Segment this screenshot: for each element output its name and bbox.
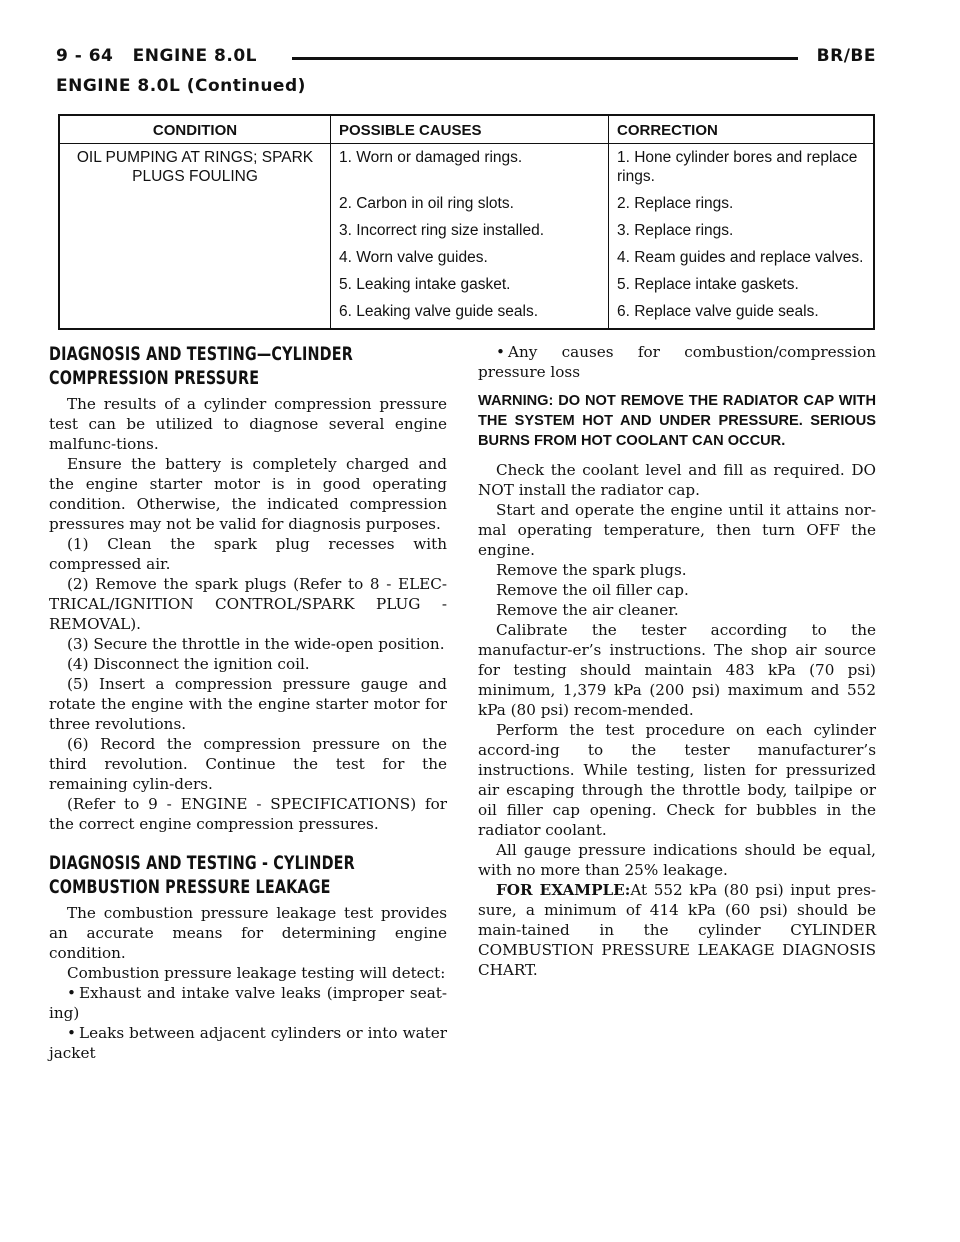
diagnosis-table	[58, 114, 875, 330]
step: (1) Clean the spark plug recesses with compressed air.	[49, 535, 447, 573]
table-row	[59, 144, 874, 191]
paragraph: Ensure the battery is completely charged and the engine starter motor is in good operating condition. Otherwise, the indicated compression pressures may not be valid for diagnosis purposes.	[49, 455, 447, 533]
page-number: 9 - 64	[56, 46, 114, 66]
cause-cell: 2. Carbon in oil ring slots.	[331, 190, 609, 217]
correction-cell: 5. Replace intake gaskets.	[617, 276, 799, 293]
warning-note: WARNING: DO NOT REMOVE THE RADIATOR CAP WITH THE SYSTEM HOT AND UNDER PRESSURE. SERIOUS BURNS FROM HOT COOLANT CAN OCCUR.	[478, 393, 876, 449]
heading-line: COMPRESSION PRESSURE	[49, 367, 260, 389]
left-column	[49, 342, 447, 1063]
continued-title: ENGINE 8.0L (Continued)	[56, 76, 306, 96]
paragraph: All gauge pressure indications should be equal, with no more than 25% leakage.	[478, 841, 876, 879]
model-code: BR/BE	[816, 46, 876, 66]
paragraph: Start and operate the engine until it attains nor-mal operating temperature, then turn OFF the engine.	[478, 501, 876, 559]
paragraph: The results of a cylinder compression pressure test can be utilized to diagnose several engine malfunc-tions.	[49, 395, 447, 453]
section-title: ENGINE 8.0L	[132, 46, 257, 66]
table-header-row	[59, 115, 874, 144]
step: (4) Disconnect the ignition coil.	[67, 655, 310, 673]
paragraph: Remove the air cleaner.	[496, 601, 679, 619]
bullet-item: • Exhaust and intake valve leaks (improper seat-ing)	[49, 984, 447, 1022]
heading-line: DIAGNOSIS AND TESTING - CYLINDER	[49, 852, 355, 874]
correction-cell: 1. Hone cylinder bores and replace rings.	[617, 149, 858, 185]
paragraph: Remove the spark plugs.	[496, 561, 687, 579]
paragraph: Perform the test procedure on each cylinder accord-ing to the tester manufacturer’s instructions. While testing, listen for pressurized air escaping through the throttle body, tailpipe or oil filler cap opening. Check for bubbles in the radiator coolant.	[478, 721, 876, 839]
bullet-icon: •	[496, 343, 505, 361]
bullet-icon: •	[67, 1024, 76, 1042]
cause-cell: 5. Leaking intake gasket.	[331, 271, 609, 298]
page-header-left	[56, 46, 257, 66]
header-condition: CONDITION	[59, 115, 331, 144]
page-header	[56, 46, 876, 66]
heading-line: DIAGNOSIS AND TESTING—CYLINDER	[49, 343, 353, 365]
step: (2) Remove the spark plugs (Refer to 8 - ELEC-TRICAL/IGNITION CONTROL/SPARK PLUG - REMOVAL).	[49, 575, 447, 633]
right-column	[478, 342, 876, 980]
cause-cell: 4. Worn valve guides.	[331, 244, 609, 271]
cause-cell: 3. Incorrect ring size installed.	[331, 217, 609, 244]
paragraph: (Refer to 9 - ENGINE - SPECIFICATIONS) for the correct engine compression pressures.	[49, 795, 447, 833]
paragraph: FOR EXAMPLE:At 552 kPa (80 psi) input pres-sure, a minimum of 414 kPa (60 psi) should be main-tained in the cylinder CYLINDER COMBUSTION PRESSURE LEAKAGE DIAGNOSIS CHART.	[478, 881, 876, 979]
header-rule	[292, 57, 798, 60]
correction-cell: 4. Ream guides and replace valves.	[617, 249, 864, 266]
bullet-item: • Any causes for combustion/compression pressure loss	[478, 343, 876, 381]
bullet-icon: •	[67, 984, 76, 1002]
step: (3) Secure the throttle in the wide-open position.	[67, 635, 445, 653]
paragraph: Remove the oil filler cap.	[496, 581, 689, 599]
condition-cell: OIL PUMPING AT RINGS; SPARK PLUGS FOULING	[59, 144, 331, 330]
step: (5) Insert a compression pressure gauge and rotate the engine with the engine starter motor for three revolutions.	[49, 675, 447, 733]
cause-cell: 1. Worn or damaged rings.	[331, 144, 609, 191]
correction-cell: 2. Replace rings.	[617, 195, 734, 212]
header-possible-causes: POSSIBLE CAUSES	[331, 115, 609, 144]
paragraph: Check the coolant level and fill as required. DO NOT install the radiator cap.	[478, 461, 876, 499]
correction-cell: 6. Replace valve guide seals.	[617, 303, 819, 320]
heading-line: COMBUSTION PRESSURE LEAKAGE	[49, 876, 331, 898]
section-heading-compression	[49, 342, 444, 390]
header-correction: CORRECTION	[609, 115, 875, 144]
paragraph: Calibrate the tester according to the manufactur-er’s instructions. The shop air source for testing should maintain 483 kPa (70 psi) minimum, 1,379 kPa (200 psi) maximum and 552 kPa (80 psi) recom-mended.	[478, 621, 876, 719]
bullet-item: • Leaks between adjacent cylinders or into water jacket	[49, 1024, 447, 1062]
correction-cell: 3. Replace rings.	[617, 222, 734, 239]
section-heading-leakage	[49, 851, 444, 899]
step: (6) Record the compression pressure on the third revolution. Continue the test for the remaining cylin-ders.	[49, 735, 447, 793]
paragraph: The combustion pressure leakage test provides an accurate means for determining engine condition.	[49, 904, 447, 962]
example-label: FOR EXAMPLE:	[496, 881, 631, 899]
paragraph: Combustion pressure leakage testing will detect:	[67, 964, 446, 982]
cause-cell: 6. Leaking valve guide seals.	[331, 298, 609, 329]
